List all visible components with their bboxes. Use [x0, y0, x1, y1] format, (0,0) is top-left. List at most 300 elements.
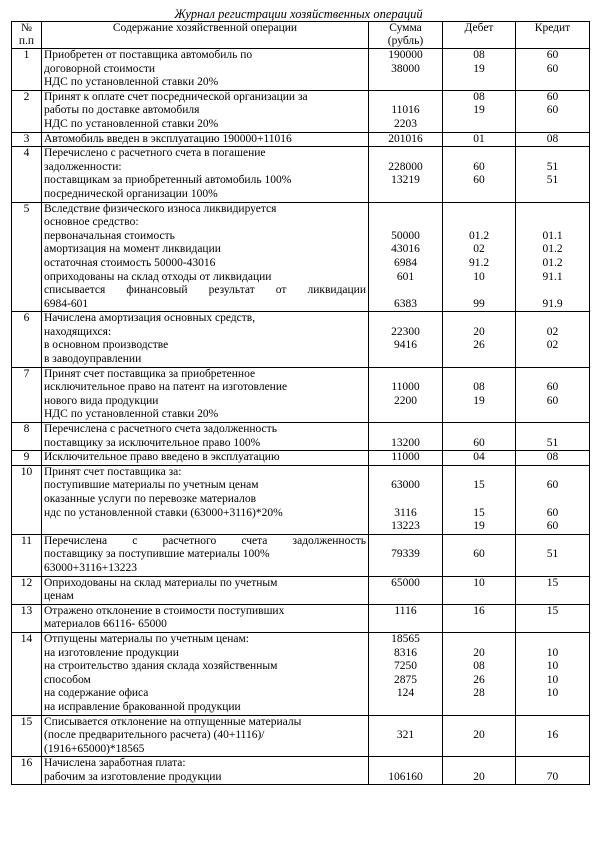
operation-debit-line: 60 — [473, 174, 485, 187]
operation-credit — [516, 132, 590, 147]
operation-description-line: Вследствие физического износа ликвидируется — [44, 202, 277, 215]
operation-sum-line — [371, 203, 440, 217]
operation-debit-line — [445, 76, 513, 90]
operation-sum-line: 65000 — [391, 576, 420, 589]
operation-sum-line: 18565 — [391, 632, 420, 645]
operation-credit — [516, 90, 590, 132]
operation-sum — [369, 757, 443, 785]
operation-debit-line — [445, 633, 513, 647]
operation-sum-line: 9416 — [394, 339, 417, 352]
operation-sum-line: 13219 — [391, 174, 420, 187]
operation-sum-line: 3116 — [394, 506, 417, 519]
table-row — [12, 49, 590, 91]
operation-sum-line: 106160 — [388, 770, 423, 783]
operation-credit — [516, 534, 590, 576]
operation-description-line: Принят счет поставщика за: — [44, 465, 182, 478]
operation-description-line: в основном производстве — [44, 339, 169, 352]
operation-debit — [443, 312, 516, 367]
operation-description-line: задолженности: — [44, 160, 122, 173]
operation-debit-line — [445, 312, 513, 326]
operation-credit-line — [518, 284, 587, 298]
operation-description — [42, 90, 369, 132]
operation-sum-line — [371, 91, 440, 105]
operation-credit-line — [518, 701, 587, 715]
table-row — [12, 465, 590, 534]
operation-debit-line — [445, 147, 513, 161]
operation-description-line: основное средство: — [44, 216, 139, 229]
operation-sum — [369, 465, 443, 534]
operation-credit — [516, 632, 590, 715]
table-row — [12, 632, 590, 715]
operation-debit-line: 19 — [473, 394, 485, 407]
operation-credit-line — [518, 353, 587, 367]
operation-credit-line: 02 — [546, 339, 559, 352]
journal-table — [11, 21, 590, 785]
operation-description-line: Начислена амортизация основных средств, — [44, 312, 256, 325]
operation-description-line: Приобретен от поставщика автомобиль по — [44, 49, 253, 61]
operation-credit-line — [518, 562, 587, 576]
operation-debit-line: 10 — [473, 576, 485, 589]
operation-debit-line: 08 — [473, 660, 485, 673]
operation-debit — [443, 632, 516, 715]
operation-sum — [369, 202, 443, 312]
operation-description — [42, 576, 369, 604]
table-row — [12, 147, 590, 202]
operation-sum — [369, 147, 443, 202]
operation-debit — [443, 367, 516, 422]
operation-credit — [516, 604, 590, 632]
operation-description-line: поступившие материалы по учетным ценам — [44, 479, 259, 492]
operation-debit-line: 02 — [473, 243, 485, 256]
operation-description-line: в заводоуправлении — [44, 353, 142, 366]
operation-credit-line — [518, 590, 587, 604]
operation-debit-line: 20 — [473, 729, 485, 742]
operation-description-line: (после предварительного расчета) (40+1116)/ — [44, 729, 265, 742]
operation-debit-line: 10 — [473, 270, 485, 283]
header-debit: Дебет — [443, 22, 516, 49]
operation-debit-line: 08 — [473, 381, 485, 394]
table-row — [12, 576, 590, 604]
operation-number: 12 — [12, 576, 42, 604]
table-row — [12, 757, 590, 785]
operation-number: 6 — [12, 312, 42, 367]
operation-sum — [369, 451, 443, 466]
operation-debit-line — [445, 701, 513, 715]
header-num: № п.п — [12, 22, 42, 49]
operation-sum — [369, 90, 443, 132]
operation-credit-line: 16 — [546, 729, 559, 742]
operation-credit — [516, 757, 590, 785]
operation-credit-line: 60 — [546, 62, 559, 75]
operation-sum-line — [371, 216, 440, 230]
operation-debit-line: 19 — [473, 104, 485, 117]
operation-credit-line — [518, 118, 587, 132]
operation-credit-line: 02 — [546, 325, 559, 338]
operation-credit — [516, 202, 590, 312]
operation-debit-line: 15 — [473, 506, 485, 519]
operation-credit-line: 91.1 — [542, 270, 563, 283]
operation-debit — [443, 576, 516, 604]
operation-credit — [516, 367, 590, 422]
operation-description-line: Исключительное право введено в эксплуатацию — [44, 451, 280, 464]
operation-description-line: Отпущены материалы по учетным ценам: — [44, 632, 250, 645]
operation-sum-line: 11016 — [391, 104, 420, 117]
operation-description-line: (1916+65000)*18565 — [44, 742, 145, 755]
operation-number: 15 — [12, 715, 42, 757]
operation-debit-line — [445, 368, 513, 382]
table-row — [12, 715, 590, 757]
operation-description-line: 6984-601 — [44, 297, 89, 310]
operation-number: 2 — [12, 90, 42, 132]
operation-debit — [443, 715, 516, 757]
operation-description-line: НДС по установленной ставки 20% — [44, 117, 219, 130]
operation-sum-line: 321 — [396, 729, 415, 742]
operation-debit-line — [445, 743, 513, 757]
operation-number: 10 — [12, 465, 42, 534]
operation-debit-line — [445, 353, 513, 367]
operation-sum-line: 228000 — [388, 160, 423, 173]
operation-debit-line: 19 — [473, 520, 485, 533]
operation-credit-line: 51 — [546, 174, 559, 187]
operation-debit-line: 15 — [473, 479, 485, 492]
operation-description — [42, 202, 369, 312]
operation-credit — [516, 49, 590, 91]
operation-debit-line — [445, 466, 513, 480]
operation-description — [42, 423, 369, 451]
header-row — [12, 22, 590, 49]
operation-credit-line — [518, 535, 587, 549]
operation-credit-line — [518, 216, 587, 230]
operation-debit-line — [445, 423, 513, 437]
operation-credit-line — [518, 743, 587, 757]
operation-number: 13 — [12, 604, 42, 632]
operation-sum-line: 43016 — [391, 243, 420, 256]
operation-sum-line — [371, 493, 440, 507]
operation-credit-line: 10 — [546, 646, 559, 659]
operation-description-line: Отражено отклонение в стоимости поступивших — [44, 604, 285, 617]
journal-title: Журнал регистрации хозяйственных операций — [174, 7, 423, 21]
operation-credit — [516, 576, 590, 604]
table-row — [12, 132, 590, 147]
operation-debit-line — [445, 408, 513, 422]
operation-credit-line — [518, 147, 587, 161]
operation-sum-line: 50000 — [391, 229, 420, 242]
operation-description — [42, 604, 369, 632]
operation-description-line: поставщику за поступившие материалы 100% — [44, 548, 270, 561]
operation-credit-line — [518, 493, 587, 507]
operation-sum-line: 13200 — [391, 436, 420, 449]
operation-description-line: 63000+3116+13223 — [44, 561, 138, 574]
operation-debit-line: 08 — [473, 49, 485, 61]
operation-credit — [516, 715, 590, 757]
operation-sum-line — [371, 590, 440, 604]
table-row — [12, 604, 590, 632]
operation-description-line: оприходованы на склад отходы от ликвидации — [44, 270, 272, 283]
operation-sum-line: 2200 — [394, 394, 417, 407]
operation-debit — [443, 451, 516, 466]
operation-debit-line — [445, 493, 513, 507]
header-text: Содержание хозяйственной операции — [42, 22, 369, 49]
operation-credit-line: 51 — [546, 548, 559, 561]
operation-debit-line: 60 — [473, 548, 485, 561]
operation-description — [42, 465, 369, 534]
operation-credit-line: 51 — [546, 160, 559, 173]
operation-sum-line: 63000 — [391, 479, 420, 492]
operation-sum-line — [371, 408, 440, 422]
operation-sum-line: 13223 — [391, 520, 420, 533]
table-row — [12, 90, 590, 132]
operation-credit-line — [518, 466, 587, 480]
operation-description-line: поставщику за исключительное право 100% — [44, 436, 261, 449]
operation-number: 1 — [12, 49, 42, 91]
operation-debit-line: 16 — [473, 604, 485, 617]
operation-debit-line: 20 — [473, 325, 485, 338]
operation-description-line: материалов 66116- 65000 — [44, 618, 167, 631]
operation-description-line: списывается финансовый результат от ликвидации — [44, 284, 366, 297]
operation-credit — [516, 312, 590, 367]
operation-debit-line: 19 — [473, 62, 485, 75]
operation-credit-line — [518, 188, 587, 202]
operation-credit-line — [518, 368, 587, 382]
operation-description-line: договорной стоимости — [44, 62, 156, 75]
operation-description-line: на содержание офиса — [44, 687, 149, 700]
operation-sum-line — [371, 76, 440, 90]
operation-sum-line: 8316 — [394, 646, 417, 659]
operation-description-line: посреднической организации 100% — [44, 187, 218, 200]
operation-description-line: Перечислена с расчетного счета задолженность — [44, 423, 277, 436]
operation-credit-line: 60 — [546, 394, 559, 407]
operation-credit-line: 60 — [546, 90, 559, 103]
operation-description-line: нового вида продукции — [44, 394, 159, 407]
operation-credit-line: 60 — [546, 104, 559, 117]
header-credit: Кредит — [516, 22, 590, 49]
operation-description-line: Перечислено с расчетного счета в погашение — [44, 147, 266, 160]
operation-description-line — [44, 520, 366, 534]
operation-debit-line — [445, 535, 513, 549]
operation-credit-line: 10 — [546, 660, 559, 673]
operation-sum-line — [371, 562, 440, 576]
operation-sum-line — [371, 535, 440, 549]
operation-description — [42, 757, 369, 785]
operation-number: 7 — [12, 367, 42, 422]
operation-credit-line: 01.2 — [542, 256, 563, 269]
operation-description-line: амортизация на момент ликвидации — [44, 243, 221, 256]
operation-debit-line — [445, 590, 513, 604]
operation-debit — [443, 202, 516, 312]
operation-description-line: находящихся: — [44, 325, 112, 338]
operation-sum — [369, 576, 443, 604]
operation-credit-line: 91.9 — [542, 297, 563, 310]
operation-debit — [443, 132, 516, 147]
operation-description-line: на исправление бракованной продукции — [44, 700, 241, 713]
operation-debit-line — [445, 216, 513, 230]
operation-debit — [443, 49, 516, 91]
operation-description-line: ндс по установленной ставки (63000+3116)*20% — [44, 506, 283, 519]
operation-credit-line: 60 — [546, 49, 559, 61]
operation-description-line: исключительное право на патент на изготовление — [44, 381, 288, 394]
operation-debit-line: 01 — [473, 132, 485, 145]
operation-sum-line — [371, 312, 440, 326]
operation-debit-line — [445, 188, 513, 202]
operation-description-line: рабочим за изготовление продукции — [44, 770, 222, 783]
operation-debit-line: 01.2 — [468, 229, 490, 242]
operation-sum-line — [371, 757, 440, 771]
operation-sum — [369, 49, 443, 91]
operation-number: 4 — [12, 147, 42, 202]
operation-credit — [516, 465, 590, 534]
operation-number: 3 — [12, 132, 42, 147]
operation-sum — [369, 715, 443, 757]
operation-debit — [443, 90, 516, 132]
operation-description-line: первоначальная стоимость — [44, 229, 175, 242]
operation-description — [42, 451, 369, 466]
operation-sum-line: 1116 — [394, 604, 417, 617]
operation-sum — [369, 423, 443, 451]
operation-credit-line — [518, 633, 587, 647]
operation-credit-line: 60 — [546, 479, 559, 492]
operation-description-line: Начислена заработная плата: — [44, 757, 186, 770]
operation-sum-line — [371, 368, 440, 382]
table-row — [12, 534, 590, 576]
operation-sum-line: 190000 — [388, 49, 423, 61]
operation-number: 14 — [12, 632, 42, 715]
operation-debit-line: 26 — [473, 339, 485, 352]
operation-sum-line — [371, 618, 440, 632]
journal-body — [12, 49, 590, 785]
operation-debit-line: 91.2 — [468, 256, 490, 269]
operation-sum-line: 11000 — [391, 451, 420, 464]
operation-number: 5 — [12, 202, 42, 312]
operation-debit-line: 20 — [473, 646, 485, 659]
operation-sum — [369, 604, 443, 632]
operation-credit — [516, 147, 590, 202]
operation-sum-line: 79339 — [391, 548, 420, 561]
operation-credit-line — [518, 203, 587, 217]
operation-sum-line: 601 — [396, 270, 415, 283]
operation-debit-line: 04 — [473, 451, 485, 464]
operation-credit-line: 01.1 — [542, 229, 563, 242]
operation-debit — [443, 147, 516, 202]
operation-debit-line — [445, 284, 513, 298]
operation-description — [42, 312, 369, 367]
operation-credit-line: 15 — [546, 604, 559, 617]
operation-sum-line — [371, 147, 440, 161]
operation-debit-line — [445, 562, 513, 576]
operation-credit-line: 08 — [546, 132, 559, 145]
operation-description-line: остаточная стоимость 50000-43016 — [44, 256, 216, 269]
operation-debit-line — [445, 118, 513, 132]
operation-sum-line: 124 — [396, 687, 415, 700]
operation-debit-line: 26 — [473, 673, 485, 686]
operation-debit — [443, 757, 516, 785]
operation-description-line: Принят к оплате счет посреднической организации за — [44, 90, 308, 103]
operation-sum-line — [371, 701, 440, 715]
operation-debit-line — [445, 203, 513, 217]
operation-sum-line: 7250 — [394, 660, 417, 673]
operation-credit — [516, 451, 590, 466]
operation-sum-line: 22300 — [391, 325, 420, 338]
operation-description-line: НДС по установленной ставки 20% — [44, 408, 219, 421]
operation-sum — [369, 367, 443, 422]
operation-description-line: на строительство здания склада хозяйственным — [44, 660, 278, 673]
operation-number: 16 — [12, 757, 42, 785]
operation-credit-line — [518, 423, 587, 437]
operation-debit-line: 60 — [473, 160, 485, 173]
table-row — [12, 312, 590, 367]
operation-sum-line: 2875 — [394, 673, 417, 686]
operation-description-line: поставщикам за приобретенный автомобиль 100% — [44, 174, 292, 187]
table-row — [12, 367, 590, 422]
operation-credit-line: 10 — [546, 687, 559, 700]
operation-sum-line — [371, 743, 440, 757]
operation-sum-line — [371, 353, 440, 367]
operation-sum-line: 2203 — [394, 117, 417, 130]
operation-debit-line — [445, 716, 513, 730]
operation-sum — [369, 632, 443, 715]
operation-debit — [443, 465, 516, 534]
operation-debit-line: 20 — [473, 770, 485, 783]
operation-credit-line: 60 — [546, 520, 559, 533]
operation-credit — [516, 423, 590, 451]
operation-credit-line: 70 — [546, 770, 559, 783]
operation-sum — [369, 312, 443, 367]
operation-sum — [369, 534, 443, 576]
operation-description-line: способом — [44, 673, 91, 686]
operation-credit-line: 15 — [546, 576, 559, 589]
operation-number: 8 — [12, 423, 42, 451]
operation-credit-line: 51 — [546, 436, 559, 449]
operation-sum-line — [371, 284, 440, 298]
operation-description — [42, 132, 369, 147]
operation-debit — [443, 534, 516, 576]
operation-credit-line — [518, 408, 587, 422]
table-row — [12, 423, 590, 451]
operation-description-line: оказанные услуги по перевозке материалов — [44, 493, 256, 505]
operation-debit-line: 60 — [473, 436, 485, 449]
operation-sum-line: 6984 — [394, 256, 417, 269]
operation-description-line: Перечислена с расчетного счета задолженность — [44, 534, 366, 547]
operation-number: 11 — [12, 534, 42, 576]
operation-description-line: Автомобиль введен в эксплуатацию 190000+11016 — [44, 132, 292, 145]
operation-debit-line: 99 — [473, 297, 485, 310]
operation-description-line: ценам — [44, 590, 74, 603]
operation-debit-line — [445, 618, 513, 632]
operation-description — [42, 715, 369, 757]
operation-credit-line: 60 — [546, 506, 559, 519]
table-row — [12, 202, 590, 312]
operation-description-line: Принят счет поставщика за приобретенное — [44, 367, 256, 380]
operation-description-line: Оприходованы на склад материалы по учетным — [44, 576, 278, 589]
operation-sum-line: 11000 — [391, 381, 420, 394]
operation-description — [42, 367, 369, 422]
operation-credit-line: 01.2 — [542, 243, 563, 256]
operation-sum-line: 6383 — [394, 297, 417, 310]
operation-debit-line: 28 — [473, 687, 485, 700]
operation-sum-line — [371, 716, 440, 730]
operation-description — [42, 632, 369, 715]
operation-credit-line — [518, 618, 587, 632]
operation-sum-line — [371, 188, 440, 202]
operation-debit-line: 08 — [473, 90, 485, 103]
operation-sum — [369, 132, 443, 147]
operation-credit-line: 10 — [546, 673, 559, 686]
operation-sum-line — [371, 466, 440, 480]
operation-sum-line: 201016 — [388, 132, 423, 145]
operation-description — [42, 534, 369, 576]
operation-sum-line: 38000 — [391, 62, 420, 75]
operation-credit-line — [518, 76, 587, 90]
operation-description-line: на изготовление продукции — [44, 646, 179, 659]
